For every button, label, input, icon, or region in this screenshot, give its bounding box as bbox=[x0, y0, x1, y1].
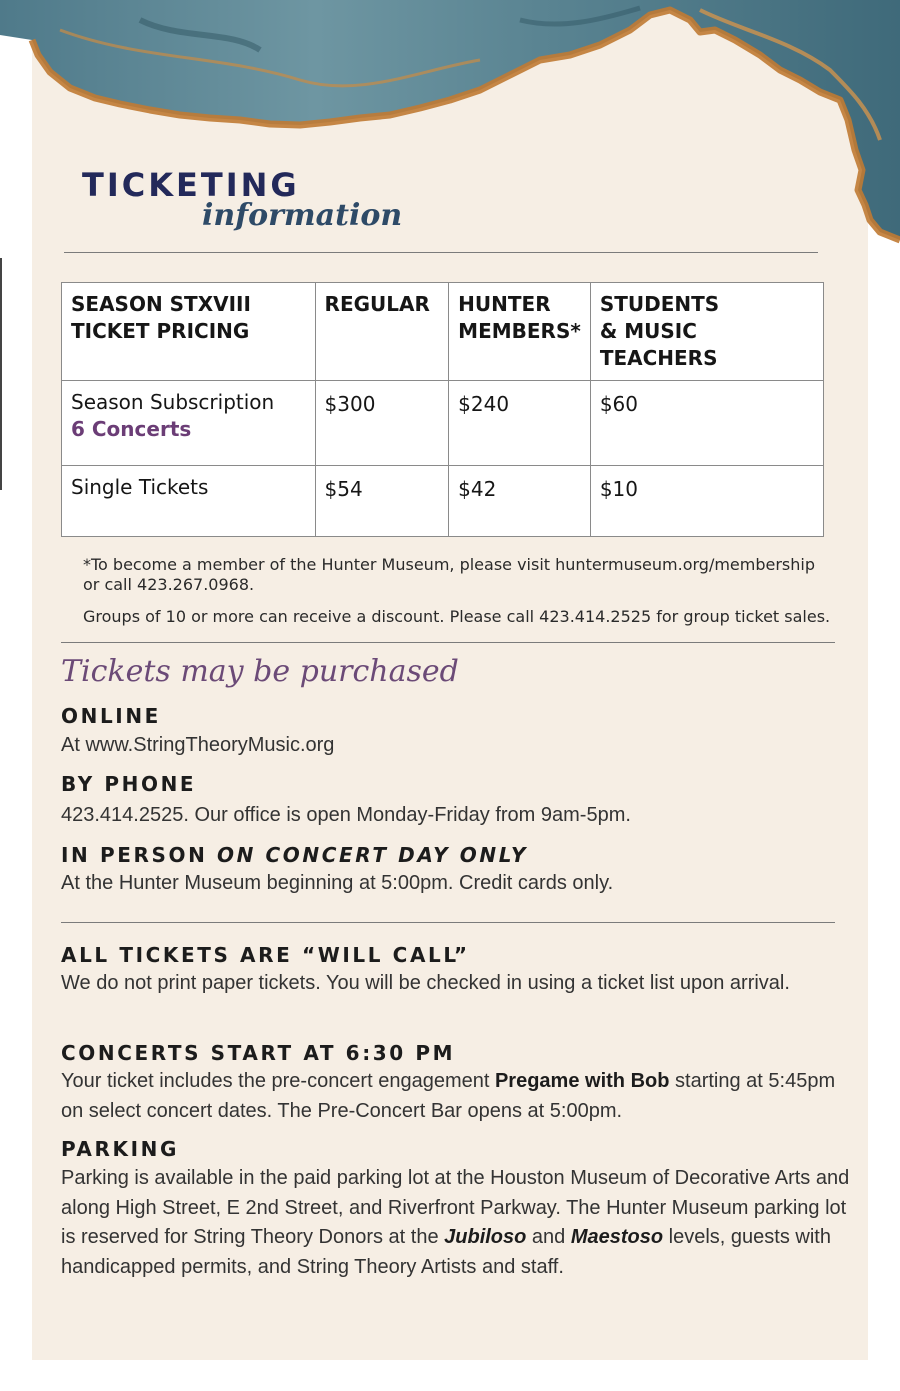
will-call-heading: ALL TICKETS ARE “WILL CALL” bbox=[61, 943, 470, 967]
page-title: TICKETING bbox=[82, 166, 300, 204]
will-call-text: We do not print paper tickets. You will be checked in using a ticket list upon arrival. bbox=[61, 972, 790, 994]
header-cell-regular: REGULAR bbox=[315, 283, 449, 381]
price-students: $10 bbox=[590, 466, 823, 537]
level-maestoso: Maestoso bbox=[570, 1226, 664, 1248]
membership-note: *To become a member of the Hunter Museum, please visit huntermuseum.org/membership or call 423.267.0968. bbox=[83, 555, 815, 594]
in-person-text: At the Hunter Museum beginning at 5:00pm. Credit cards only. bbox=[61, 872, 614, 894]
table-row bbox=[62, 381, 824, 466]
row-sublabel: 6 Concerts bbox=[71, 417, 192, 441]
parking-text-c: levels, guests with handicapped permits, and String Theory Artists and staff. bbox=[61, 1226, 831, 1278]
online-heading: ONLINE bbox=[61, 704, 161, 728]
section-divider bbox=[61, 922, 835, 923]
price-regular: $300 bbox=[315, 381, 449, 466]
parking-text bbox=[61, 1164, 861, 1282]
in-person-heading-label: IN PERSON bbox=[61, 843, 208, 867]
pricing-table bbox=[61, 282, 824, 537]
price-students: $60 bbox=[590, 381, 823, 466]
concert-start-text-b: starting at 5:45pm on select concert dates. The Pre-Concert Bar opens at 5:00pm. bbox=[61, 1070, 836, 1122]
page-subtitle: information bbox=[202, 198, 403, 233]
price-regular: $54 bbox=[315, 466, 449, 537]
price-members: $42 bbox=[449, 466, 591, 537]
parking-text-b: and bbox=[526, 1226, 571, 1248]
section-divider bbox=[61, 642, 835, 643]
purchase-heading: Tickets may be purchased bbox=[61, 654, 459, 689]
phone-text: 423.414.2525. Our office is open Monday-Friday from 9am-5pm. bbox=[61, 804, 631, 826]
header-cell-members: HUNTER MEMBERS* bbox=[449, 283, 591, 381]
table-header-row bbox=[62, 283, 824, 381]
concert-start-text bbox=[61, 1067, 851, 1126]
phone-heading: BY PHONE bbox=[61, 772, 197, 796]
concert-start-heading: CONCERTS START AT 6:30 PM bbox=[61, 1041, 456, 1065]
pregame-with-bob: Pregame with Bob bbox=[494, 1070, 670, 1092]
level-jubiloso: Jubiloso bbox=[444, 1226, 527, 1248]
concert-start-text-a: Your ticket includes the pre-concert engagement bbox=[61, 1070, 495, 1092]
title-divider bbox=[64, 252, 818, 253]
header-cell-pricing: SEASON STXVIII TICKET PRICING bbox=[62, 283, 316, 381]
row-label: Single Tickets bbox=[71, 475, 209, 499]
row-label-cell bbox=[62, 466, 316, 537]
in-person-heading-emphasis: ON CONCERT DAY ONLY bbox=[217, 843, 529, 867]
price-members: $240 bbox=[449, 381, 591, 466]
parking-heading: PARKING bbox=[61, 1137, 179, 1161]
header-cell-students: STUDENTS & MUSIC TEACHERS bbox=[590, 283, 823, 381]
parking-text-a: Parking is available in the paid parking lot at the Houston Museum of Decorative Arts and along High Street, E 2nd Street, and Riverfront Parkway. The Hunter Museum parking lot is reserved for String Theory Donors at the bbox=[61, 1167, 850, 1248]
edge-mark bbox=[0, 258, 2, 490]
table-row bbox=[62, 466, 824, 537]
in-person-heading bbox=[61, 843, 528, 867]
row-label: Season Subscription bbox=[71, 390, 275, 414]
online-text: At www.StringTheoryMusic.org bbox=[61, 734, 335, 756]
decorative-art bbox=[0, 0, 900, 250]
row-label-cell bbox=[62, 381, 316, 466]
group-note: Groups of 10 or more can receive a discount. Please call 423.414.2525 for group ticket sales. bbox=[83, 607, 831, 626]
